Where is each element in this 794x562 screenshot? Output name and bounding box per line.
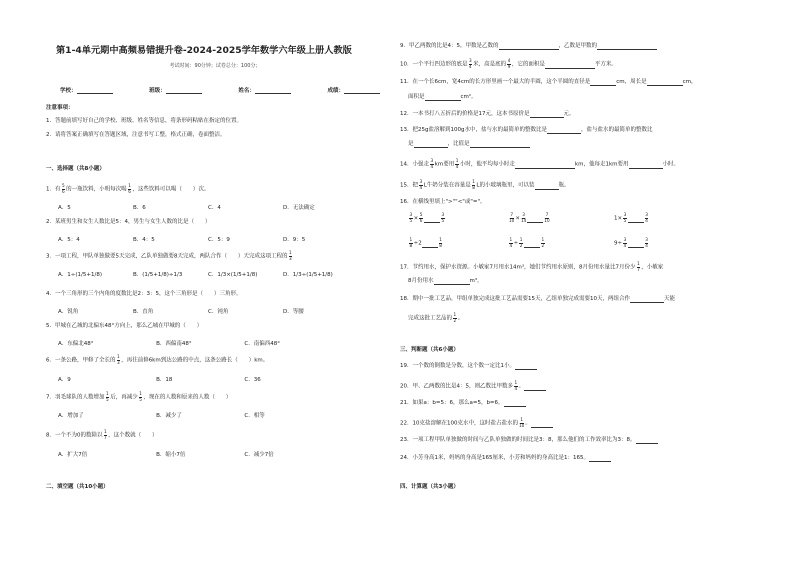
fraction: $\frac{1}{2}$ bbox=[453, 312, 457, 323]
fraction: $\frac{3}{4}$ bbox=[430, 158, 434, 169]
left-column bbox=[46, 0, 384, 562]
q2-text: 2．某班男生和女生人数比是5：4，男生与女生人数的比是（ ） bbox=[46, 219, 211, 225]
answer-blank[interactable] bbox=[535, 184, 559, 190]
option-c[interactable]: C．36 bbox=[244, 377, 261, 383]
q8-options bbox=[58, 450, 318, 458]
answer-blank[interactable] bbox=[425, 95, 461, 101]
q18-text-cont: 完成这批工艺品的 $\frac{1}{2}$ 。 bbox=[408, 312, 464, 323]
q11-text: 11．在一个长6cm，宽4cm的长方形里画一个最大的半圆，这个半圆的直径是 cm，周长是 cm， bbox=[400, 79, 697, 85]
option-b[interactable]: B．缩小7倍 bbox=[156, 452, 186, 458]
option-b[interactable]: B．西偏南48° bbox=[156, 341, 192, 347]
option-d[interactable]: D．9：5 bbox=[283, 237, 306, 243]
answer-blank[interactable] bbox=[547, 128, 581, 134]
answer-blank[interactable] bbox=[434, 279, 470, 285]
right-column bbox=[400, 0, 750, 562]
fraction: $\frac{1}{4}$ bbox=[455, 158, 459, 169]
q15-text: 15．把 $\frac{3}{4}$ L牛奶分装在容量是 $\frac{1}{8}$ L的小玻璃瓶里，可以装 瓶。 bbox=[400, 179, 570, 190]
q16-text: 16．在横线里填上">""<"或"="。 bbox=[400, 199, 486, 205]
q23-text: 23．一项工程甲队单独做的时间与乙队单独做的时间比是3：8，那么他们的工作效率比为3：8。 bbox=[400, 437, 658, 444]
note-1: 1．答题前填写好自己的学校、班级、姓名等信息，将条形码粘贴在指定的位置。 bbox=[46, 118, 243, 124]
fraction: $\frac{1}{5}$ bbox=[106, 391, 109, 402]
option-c[interactable]: C．4 bbox=[208, 205, 221, 211]
option-c[interactable]: C．1/3×(1/5+1/8) bbox=[208, 272, 258, 278]
answer-blank[interactable] bbox=[499, 44, 559, 50]
option-b[interactable]: B．4：5 bbox=[133, 237, 155, 243]
page-title: 第1-4单元期中高频易错提升卷-2024-2025学年数学六年级上册人教版 bbox=[56, 45, 352, 56]
q13-text: 13．把25g盐溶解到100g水中，盐与水的最简单的整数比是 ，盐与盐水的最简单的整数比 bbox=[400, 127, 653, 133]
option-d[interactable]: D．等腰 bbox=[283, 309, 304, 315]
fraction: $\frac{5}{6}$ bbox=[62, 183, 65, 194]
q4-options bbox=[58, 307, 358, 315]
student-info-row bbox=[60, 86, 380, 94]
comparison-item: $\frac{1}{4}$ ÷ $\frac{1}{2}$ $\frac{1}{2}$ bbox=[509, 237, 545, 248]
q5-options bbox=[58, 339, 318, 347]
q2-options bbox=[58, 235, 358, 243]
answer-blank[interactable] bbox=[590, 80, 616, 86]
q24-text: 24．小芳身高1米，妈妈的身高是165厘米，小芳和妈妈的身高比是1：165。 bbox=[400, 455, 611, 462]
q14-text: 14．小强走 $\frac{3}{4}$ km要用 $\frac{1}{4}$ 小时，他平均每小时走 km，他每走1km要用 小时。 bbox=[400, 158, 680, 169]
class-field[interactable]: 班级： bbox=[149, 86, 202, 94]
answer-blank[interactable] bbox=[630, 297, 664, 303]
option-a[interactable]: A．1÷(1/5+1/8) bbox=[58, 272, 102, 278]
note-2: 2．请将答案正确填写在答题区域，注意书写工整，格式正确，卷面整洁。 bbox=[46, 132, 226, 138]
option-c[interactable]: C．南偏西48° bbox=[244, 341, 280, 347]
answer-blank[interactable] bbox=[531, 422, 553, 428]
fraction: $\frac{3}{4}$ bbox=[469, 58, 472, 69]
q19-text: 19．一个数的倒数是分数，这个数一定比1小。 bbox=[400, 363, 537, 370]
option-c[interactable]: C．钝角 bbox=[208, 309, 229, 315]
q1-text: 1．有 $\frac{5}{6}$ 的一瓶饮料，小明每次喝 $\frac{1}{6}$ ，这些饮料可以喝（ ）次。 bbox=[46, 183, 210, 194]
option-c[interactable]: C．相等 bbox=[244, 413, 265, 419]
section1-heading: 一、选择题（共8小题） bbox=[46, 166, 105, 172]
answer-blank[interactable] bbox=[597, 44, 657, 50]
option-c[interactable]: C．5：9 bbox=[208, 237, 230, 243]
option-a[interactable]: A．东偏北48° bbox=[58, 341, 94, 347]
fraction: $\frac{1}{3}$ bbox=[117, 354, 120, 365]
fraction: $\frac{4}{9}$ bbox=[507, 58, 511, 69]
fraction: $\frac{1}{6}$ bbox=[128, 183, 131, 194]
q4-text: 4．一个三角形的三个内角的度数比是2：3：5，这个三角形是（ ）三角形。 bbox=[46, 291, 242, 297]
comparison-item: $\frac{3}{5}$ × $\frac{5}{6}$ $\frac{3}{5}$ bbox=[409, 212, 445, 223]
option-b[interactable]: B．减少了 bbox=[156, 413, 182, 419]
section3-heading: 三、判断题（共6小题） bbox=[400, 347, 459, 353]
q6-options bbox=[58, 375, 318, 383]
fraction: $\frac{1}{4}$ bbox=[514, 380, 518, 391]
school-field[interactable]: 学校： bbox=[60, 86, 113, 94]
fraction: $\frac{1}{5}$ bbox=[139, 391, 142, 402]
answer-blank[interactable] bbox=[545, 63, 595, 69]
q3-options bbox=[58, 270, 358, 278]
option-b[interactable]: B．(1/5+1/8)÷1/3 bbox=[133, 272, 183, 278]
option-a[interactable]: A．锐角 bbox=[58, 309, 79, 315]
name-field[interactable]: 姓名： bbox=[238, 86, 291, 94]
answer-blank[interactable] bbox=[515, 163, 575, 169]
fraction: $\frac{1}{3}$ bbox=[289, 250, 292, 261]
comparison-item: $\frac{7}{10}$ × $\frac{3}{14}$ $\frac{7}{10}$ bbox=[509, 212, 550, 223]
answer-blank[interactable] bbox=[629, 163, 663, 169]
fraction: $\frac{1}{7}$ bbox=[637, 261, 640, 272]
option-b[interactable]: B．6 bbox=[133, 205, 146, 211]
answer-blank[interactable] bbox=[647, 80, 683, 86]
fraction: $\frac{1}{10}$ bbox=[519, 417, 525, 428]
section2-heading: 二、填空题（共10小题） bbox=[46, 484, 109, 490]
comparison-item: 9÷ $\frac{3}{4}$ $\frac{3}{4}$ bbox=[614, 237, 648, 248]
q5-text: 5．甲城在乙城的北偏东48°方向上，那么乙城在甲城的（ ） bbox=[46, 323, 203, 329]
option-b[interactable]: B．18 bbox=[156, 377, 173, 383]
comparison-item: $\frac{1}{8}$ ÷2 $\frac{1}{8}$ bbox=[409, 237, 442, 248]
fraction: $\frac{3}{4}$ bbox=[419, 179, 423, 190]
q22-text: 22．10克盐溶解在100克水中，这时盐占盐水的 $\frac{1}{10}$ 。 bbox=[400, 418, 553, 428]
q1-options bbox=[58, 203, 358, 211]
option-a[interactable]: A．9 bbox=[58, 377, 71, 383]
q13-text-cont: 是 ，比值是 bbox=[408, 141, 530, 148]
q18-text: 18．期中一批工艺品，甲组单独完成这批工艺品需要15天，乙组单独完成需要10天，两组合作 天能 bbox=[400, 296, 676, 302]
section4-heading: 四、计算题（共3小题） bbox=[400, 484, 459, 490]
q7-text: 7．羽毛球队的人数增加 $\frac{1}{5}$ 后，再减少 $\frac{1}{5}$ ，现在的人数和原来的人数（ ） bbox=[46, 391, 232, 402]
fraction: $\frac{1}{7}$ bbox=[104, 429, 107, 440]
option-a[interactable]: A．5：4 bbox=[58, 237, 80, 243]
exam-subtitle: 考试时间：90分钟；试卷总分：100分； bbox=[169, 63, 261, 69]
q8-text: 8．一个不为0的数除以 $\frac{1}{7}$ ，这个数就（ ） bbox=[46, 429, 158, 440]
q9-text: 9．甲乙两数的比是4：5，甲数是乙数的 ，乙数是甲数的 bbox=[400, 43, 657, 50]
answer-blank[interactable] bbox=[470, 142, 530, 148]
q17-text-cont: 8月份用水 m³。 bbox=[408, 278, 483, 284]
q17-text: 17．节约用水，保护水资源。小敏家7月用水14m³，她们节约用水原则，8月份用水量比7月份少 $\frac{1}{7}$ ，小敏家 bbox=[400, 261, 664, 272]
q21-text: 21．如果a：b=5：6，那么a=5，b=6。 bbox=[400, 400, 526, 407]
option-c[interactable]: C．减少7倍 bbox=[244, 452, 274, 458]
option-d[interactable]: D．1/3÷(1/5+1/8) bbox=[283, 272, 333, 278]
answer-blank[interactable] bbox=[589, 456, 611, 462]
answer-blank[interactable] bbox=[504, 401, 526, 407]
comparison-item: 1× $\frac{3}{5}$ $\frac{3}{4}$ bbox=[614, 212, 648, 223]
q20-text: 20．甲、乙两数的比是4：5，则乙数比甲数多 $\frac{1}{4}$ 。 bbox=[400, 381, 546, 391]
q10-text: 10．一个平行四边形的底是 $\frac{3}{4}$ 米，高是底的 $\frac{4}{9}$ ，它的面积是 平方米。 bbox=[400, 58, 617, 69]
q3-text: 3．一项工程，甲队单独做要5天完成，乙队单独做要8天完成，两队合作（ ）天完成这项工程的 $\frac{1}{3}$ bbox=[46, 250, 292, 261]
q6-text: 6．一条公路，甲修了全长的 $\frac{1}{3}$ ，再往前修6km到达公路的中点，这条公路长（ ）km。 bbox=[46, 354, 269, 365]
answer-blank[interactable] bbox=[414, 142, 448, 148]
answer-blank[interactable] bbox=[524, 385, 546, 391]
answer-blank[interactable] bbox=[530, 112, 564, 118]
q11-text-cont: 面积是 cm²。 bbox=[408, 94, 477, 100]
notes-heading: 注意事项： bbox=[46, 105, 74, 111]
fraction: $\frac{1}{8}$ bbox=[472, 179, 475, 190]
option-a[interactable]: A．扩大7倍 bbox=[58, 452, 88, 458]
q12-text: 12．一本书打八五折后的价格是17元，这本书原价是 元。 bbox=[400, 111, 575, 117]
answer-blank[interactable] bbox=[636, 438, 658, 444]
option-a[interactable]: A．5 bbox=[58, 205, 71, 211]
score-field[interactable]: 成绩： bbox=[327, 86, 380, 94]
option-d[interactable]: D．无法确定 bbox=[283, 205, 315, 211]
option-b[interactable]: B．直角 bbox=[133, 309, 154, 315]
q7-options bbox=[58, 411, 318, 419]
option-a[interactable]: A．增加了 bbox=[58, 413, 84, 419]
answer-blank[interactable] bbox=[515, 364, 537, 370]
